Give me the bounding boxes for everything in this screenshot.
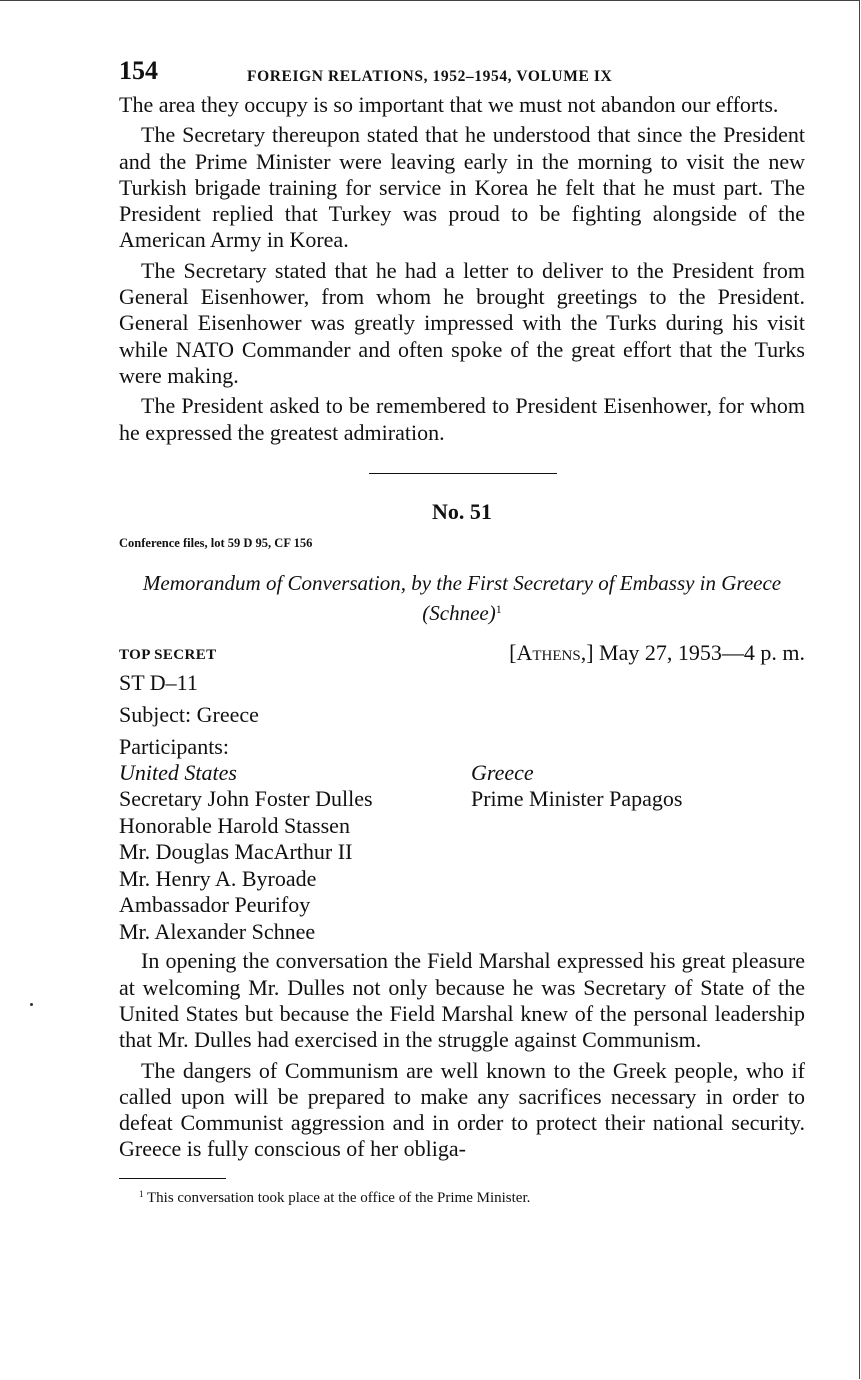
participants-table (119, 760, 805, 946)
memorandum-text (119, 948, 805, 1162)
paragraph: The Secretary thereupon stated that he understood that since the President and the Prime Minister were leaving early in the morning to visit the new Turkish brigade training for service in Korea he felt that he must part. The President replied that Turkey was proud to be fighting alongside of the American Army in Korea. (119, 122, 805, 253)
page-number: 154 (119, 56, 158, 85)
participants-greece-column (471, 760, 805, 946)
footnote-text: This conversation took place at the office of the Prime Minister. (146, 1189, 531, 1206)
place: Athens, (516, 639, 587, 665)
page-content (119, 52, 805, 1207)
participant-name: Mr. Alexander Schnee (119, 918, 316, 944)
section-divider (369, 473, 557, 474)
participants-label: Participants: (119, 733, 229, 759)
paragraph: The area they occupy is so important that we must not abandon our efforts. (119, 92, 779, 117)
participant-name: Ambassador Peurifoy (119, 892, 311, 918)
reference-number: ST D–11 (119, 669, 198, 695)
document-title-text: Memorandum of Conversation, by the First Secretary of Embassy in Greece (Schnee) (142, 570, 782, 625)
footnote-divider (119, 1178, 226, 1179)
footnote (119, 1189, 805, 1207)
paragraph: The Secretary stated that he had a letter to deliver to the President from General Eisenhower, from whom he brought greetings to the President. General Eisenhower was greatly impressed with the Turks during his visit while NATO Commander and often spoke of the great effort that the Turks were making. (119, 257, 805, 388)
running-title: FOREIGN RELATIONS, 1952–1954, VOLUME IX (247, 68, 613, 85)
document-header-row (119, 640, 805, 670)
footnote-mark: 1 (139, 1188, 144, 1199)
date-line: [Athens,] May 27, 1953—4 p. m. (509, 639, 805, 665)
subject-line: Subject: Greece (119, 701, 259, 727)
participant-name: Secretary John Foster Dulles (119, 786, 373, 812)
participant-name: Honorable Harold Stassen (119, 812, 350, 838)
classification-label: TOP SECRET (119, 646, 217, 663)
document-number: No. 51 (432, 498, 492, 524)
paragraph: The dangers of Communism are well known to the Greek people, who if called upon will be prepared to make any sacrifices necessary in order to defeat Communist aggression and in order to protect their national security. Greece is fully conscious of her obliga- (119, 1057, 805, 1162)
participants-us-column (119, 760, 471, 946)
participant-name: Mr. Henry A. Byroade (119, 865, 317, 891)
continuation-text (119, 92, 805, 446)
participant-name: Mr. Douglas MacArthur II (119, 839, 353, 865)
source-note: Conference files, lot 59 D 95, CF 156 (119, 535, 313, 550)
scan-speck (30, 1003, 33, 1006)
footnote-reference: 1 (495, 601, 502, 616)
participants-greece-heading: Greece (471, 759, 534, 785)
document-title (119, 570, 805, 626)
paragraph: In opening the conversation the Field Marshal expressed his great pleasure at welcoming Mr. Dulles not only because he was Secretary of State of the United States but because the Field Marshal knew of the personal leadership that Mr. Dulles had exercised in the struggle against Communism. (119, 948, 805, 1053)
participant-name: Prime Minister Papagos (471, 786, 683, 812)
running-head (119, 52, 805, 92)
date: May 27, 1953—4 p. m. (599, 639, 805, 665)
paragraph: The President asked to be remembered to President Eisenhower, for whom he expressed the greatest admiration. (119, 393, 805, 445)
participants-us-heading: United States (119, 759, 237, 785)
